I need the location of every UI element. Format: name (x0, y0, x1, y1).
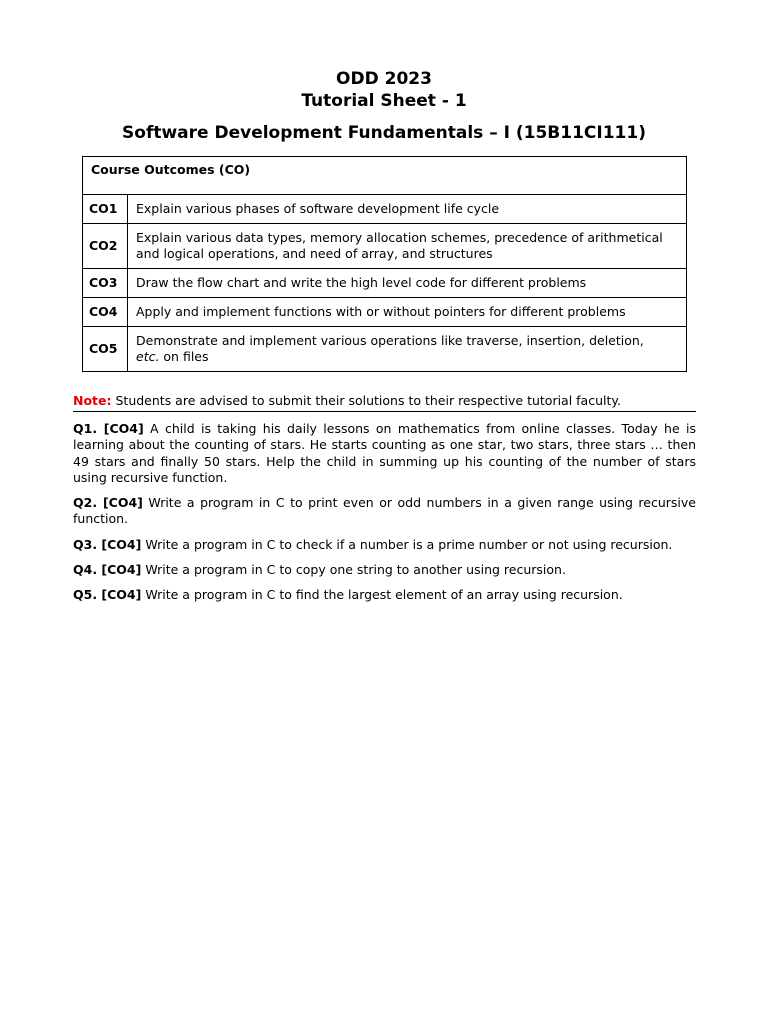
co-code: CO2 (83, 224, 128, 269)
question-label: Q4. [CO4] (73, 562, 142, 578)
co-description: Explain various data types, memory allocation schemes, precedence of arithmetical and logical operations, and need of array, and structures (128, 224, 687, 269)
co-code: CO1 (83, 195, 128, 224)
co-row (83, 224, 687, 269)
question-text: Write a program in C to find the largest element of an array using recursion. (141, 587, 623, 603)
co-row (83, 195, 687, 224)
note (73, 392, 696, 412)
question-item (73, 537, 696, 553)
co-row (83, 269, 687, 298)
question-label: Q3. [CO4] (73, 536, 142, 552)
question-text: Write a program in C to print even or odd numbers in a given range using recursive function. (73, 495, 696, 527)
question-item (73, 495, 696, 528)
question-text: A child is taking his daily lessons on mathematics from online classes. Today he is learning about the counting of stars. He starts counting as one star, two stars, three stars … then 49 stars and finally 50 stars. Help the child in summing up his counting of the number of stars using recursive function. (73, 421, 696, 485)
question-item (73, 421, 696, 486)
question-label: Q1. [CO4] (73, 421, 144, 436)
co-description: Apply and implement functions with or without pointers for different problems (128, 298, 687, 327)
question-item (73, 562, 696, 578)
co-description (128, 327, 687, 372)
co-code: CO4 (83, 298, 128, 327)
co-description-italic: etc. (136, 349, 160, 364)
course-outcomes-header-row (83, 157, 687, 195)
question-text: Write a program in C to copy one string to another using recursion. (141, 562, 566, 578)
co-description: Explain various phases of software development life cycle (128, 195, 687, 224)
co-row (83, 327, 687, 372)
sheet-title: Tutorial Sheet - 1 (301, 91, 467, 111)
question-item (73, 587, 696, 603)
course-title: Software Development Fundamentals – I (15B11CI111) (122, 123, 646, 143)
semester-title: ODD 2023 (336, 69, 432, 89)
co-description: Draw the flow chart and write the high level code for different problems (128, 269, 687, 298)
question-text: Write a program in C to check if a number is a prime number or not using recursion. (141, 536, 673, 552)
co-code: CO3 (83, 269, 128, 298)
co-row (83, 298, 687, 327)
question-label: Q2. [CO4] (73, 495, 143, 511)
note-label: Note: (73, 393, 112, 408)
course-outcomes-heading: Course Outcomes (CO) (83, 157, 687, 195)
co-code: CO5 (83, 327, 128, 372)
question-label: Q5. [CO4] (73, 587, 142, 603)
note-text: Students are advised to submit their solutions to their respective tutorial faculty. (111, 393, 621, 408)
co-description-text: Demonstrate and implement various operations like traverse, insertion, deletion, (136, 333, 644, 348)
course-outcomes-table (82, 156, 687, 372)
question-list (73, 421, 696, 613)
co-description-tail: on files (159, 349, 209, 364)
